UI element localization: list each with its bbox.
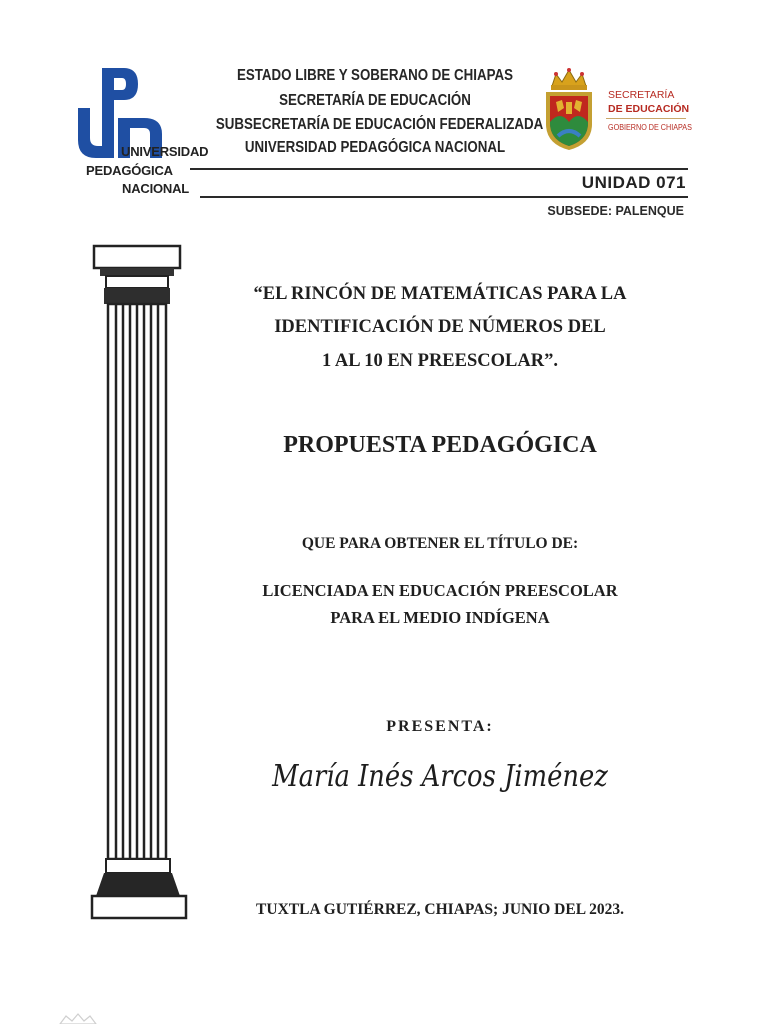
degree-line-1: LICENCIADA EN EDUCACIÓN PREESCOLAR <box>262 581 618 600</box>
greek-column-icon <box>88 244 192 924</box>
secretaria-label: SECRETARÍA <box>608 89 675 101</box>
thesis-title-line-2: IDENTIFICACIÓN DE NÚMEROS DEL <box>274 317 606 337</box>
logo-word-pedagogica: PEDAGÓGICA <box>86 163 173 178</box>
thesis-title-line-1: “EL RINCÓN DE MATEMÁTICAS PARA LA <box>253 284 627 304</box>
watermark-stamp-icon <box>58 1012 102 1024</box>
header-line-subsecretaria: SUBSECRETARÍA DE EDUCACIÓN FEDERALIZADA <box>215 116 544 133</box>
header-line-estado: ESTADO LIBRE Y SOBERANO DE CHIAPAS <box>236 67 514 84</box>
logo-word-universidad: UNIVERSIDAD <box>121 144 209 159</box>
degree-line-2: PARA EL MEDIO INDÍGENA <box>330 608 550 627</box>
chiapas-coat-of-arms-icon <box>540 66 598 152</box>
header-line-universidad: UNIVERSIDAD PEDAGÓGICA NACIONAL <box>244 139 506 156</box>
degree-intro: QUE PARA OBTENER EL TÍTULO DE: <box>301 535 579 552</box>
secretaria-divider <box>606 118 686 119</box>
place-and-date: TUXTLA GUTIÉRREZ, CHIAPAS; JUNIO DEL 2023. <box>256 901 624 918</box>
document-type-heading: PROPUESTA PEDAGÓGICA <box>283 432 597 458</box>
header-rule-top <box>190 168 688 170</box>
gobierno-label: GOBIERNO DE CHIAPAS <box>608 123 692 132</box>
thesis-title-line-3: 1 AL 10 EN PREESCOLAR”. <box>322 351 558 371</box>
presenta-label: PRESENTA: <box>386 718 494 735</box>
header-line-secretaria: SECRETARÍA DE EDUCACIÓN <box>279 92 471 109</box>
author-name: María Inés Arcos Jiménez <box>272 759 608 794</box>
logo-word-nacional: NACIONAL <box>122 181 190 196</box>
unidad-label: UNIDAD 071 <box>581 173 686 192</box>
de-educacion-label: DE EDUCACIÓN <box>608 103 690 115</box>
subsede-label: SUBSEDE: PALENQUE <box>547 204 684 218</box>
header-rule-bottom <box>200 196 688 198</box>
